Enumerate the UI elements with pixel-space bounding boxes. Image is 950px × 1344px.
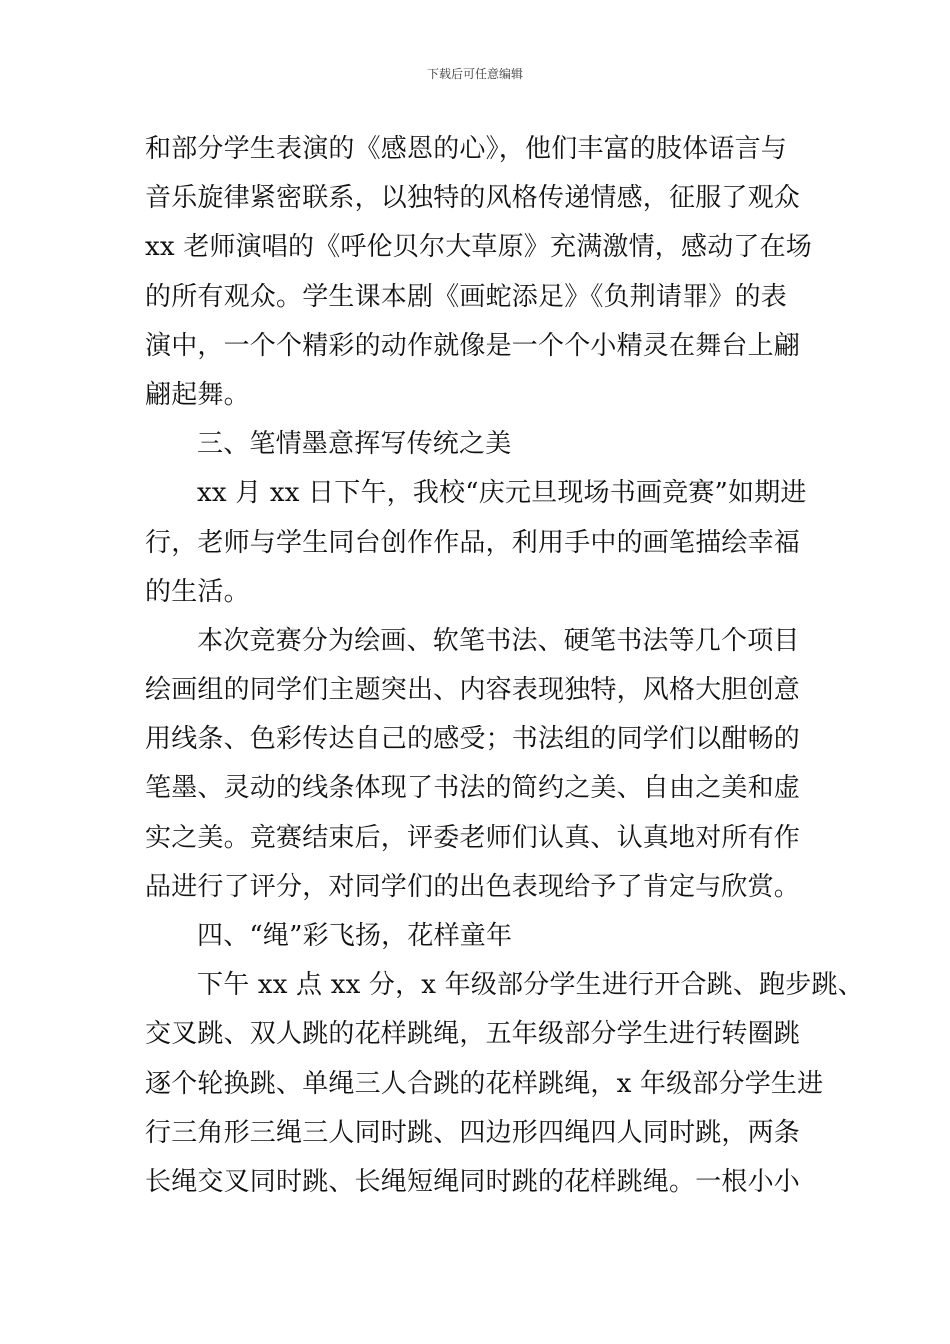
body-line: 音乐旋律紧密联系，以独特的风格传递情感，征服了观众 xyxy=(145,183,801,214)
body-line: 逐个轮换跳、单绳三人合跳的花样跳绳，x 年级部分学生进 xyxy=(145,1068,824,1099)
page-header: 下载后可任意编辑 xyxy=(426,67,523,81)
body-line: 的生活。 xyxy=(145,576,250,607)
body-line: 实之美。竞赛结束后，评委老师们认真、认真地对所有作 xyxy=(145,822,801,853)
body-line: 翩起舞。 xyxy=(145,379,250,410)
body-line: 用线条、色彩传达自己的感受；书法组的同学们以酣畅的 xyxy=(145,724,801,755)
body-line: 本次竞赛分为绘画、软笔书法、硬笔书法等几个项目 xyxy=(197,625,800,656)
body-line: 行三角形三绳三人同时跳、四边形四绳四人同时跳，两条 xyxy=(145,1117,801,1148)
body-line: 演中，一个个精彩的动作就像是一个个小精灵在舞台上翩 xyxy=(145,330,801,361)
body-line: 绘画组的同学们主题突出、内容表现独特，风格大胆创意 xyxy=(145,675,801,706)
body-line: 长绳交叉同时跳、长绳短绳同时跳的花样跳绳。一根小小 xyxy=(145,1166,801,1197)
body-line: 交叉跳、双人跳的花样跳绳，五年级部分学生进行转圈跳 xyxy=(145,1019,801,1050)
document-body xyxy=(145,125,864,1207)
body-line: 品进行了评分，对同学们的出色表现给予了肯定与欣赏。 xyxy=(145,871,801,902)
section-heading: 三、笔情墨意挥写传统之美 xyxy=(197,429,512,460)
body-line: 行，老师与学生同台创作作品，利用手中的画笔描绘幸福 xyxy=(145,527,801,558)
body-line: xx 月 xx 日下午，我校“庆元旦现场书画竞赛”如期进 xyxy=(197,478,807,509)
body-line: 的所有观众。学生课本剧《画蛇添足》《负荆请罪》的表 xyxy=(145,281,788,312)
section-heading: 四、“绳”彩飞扬，花样童年 xyxy=(197,921,513,951)
body-line: 笔墨、灵动的线条体现了书法的简约之美、自由之美和虚 xyxy=(145,773,801,804)
body-line: 下午 xx 点 xx 分，x 年级部分学生进行开合跳、跑步跳、 xyxy=(197,970,864,1001)
body-line: 和部分学生表演的《感恩的心》，他们丰富的肢体语言与 xyxy=(145,134,788,164)
body-line: xx 老师演唱的《呼伦贝尔大草原》充满激情，感动了在场 xyxy=(145,232,812,263)
